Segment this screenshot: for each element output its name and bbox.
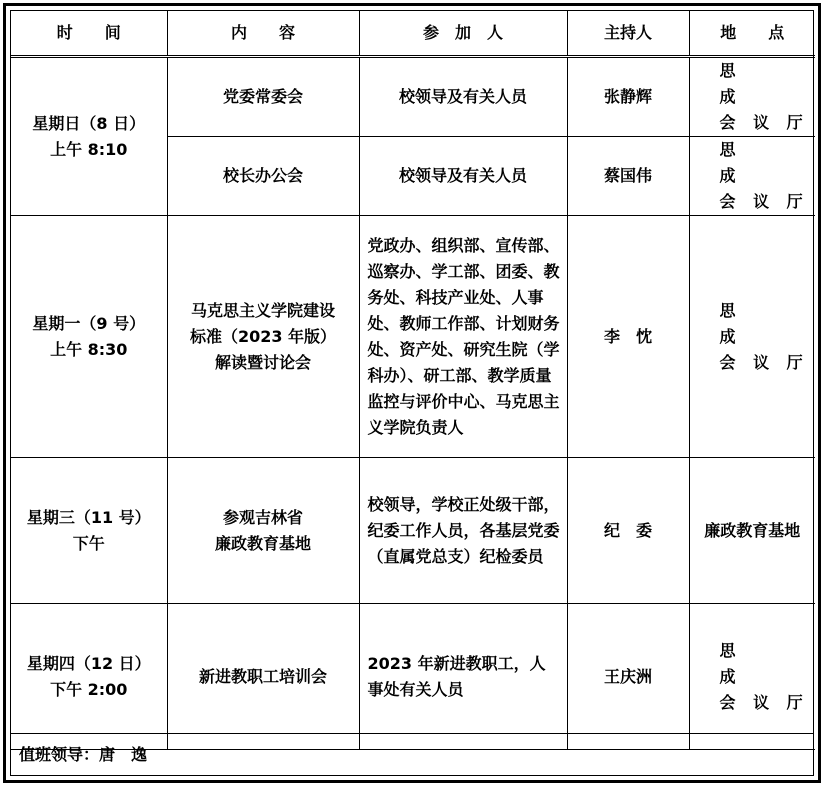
duty-leader: 值班领导：唐 逸 bbox=[11, 733, 813, 775]
content-line: 解读暨讨论会 bbox=[214, 352, 311, 372]
time-day: 星期三（11 号） bbox=[26, 507, 151, 527]
location-char-a: 思 bbox=[719, 640, 736, 660]
content-cell: 校长办公会 bbox=[167, 137, 359, 216]
participants-cell: 2023 年新进教职工，人事处有关人员 bbox=[359, 604, 567, 750]
time-cell bbox=[11, 458, 167, 604]
location-cell bbox=[689, 216, 815, 458]
time-hour: 上午 8:30 bbox=[50, 339, 128, 359]
content-line: 参观吉林省 bbox=[222, 507, 303, 527]
header-time: 时 间 bbox=[11, 11, 167, 57]
location-cell bbox=[689, 604, 815, 750]
time-day: 星期四（12 日） bbox=[26, 653, 151, 673]
content-cell: 新进教职工培训会 bbox=[167, 604, 359, 750]
location-cell bbox=[689, 137, 815, 216]
host-cell: 蔡国伟 bbox=[567, 137, 689, 216]
location-char-b: 成 bbox=[719, 166, 736, 185]
location-char-b: 成 bbox=[719, 87, 736, 106]
header-content: 内 容 bbox=[167, 11, 359, 57]
location-cell bbox=[689, 57, 815, 137]
table-row bbox=[11, 458, 815, 604]
time-cell bbox=[11, 57, 167, 216]
host-cell: 李 忱 bbox=[567, 216, 689, 458]
content-line: 标准（2023 年版） bbox=[189, 326, 337, 346]
location-char-a: 思 bbox=[719, 140, 736, 159]
location-char-b: 成 bbox=[719, 666, 736, 686]
location-line-2: 会 议 厅 bbox=[719, 352, 809, 372]
content-line: 马克思主义学院建设 bbox=[190, 300, 335, 320]
table-row bbox=[11, 216, 815, 458]
header-host: 主持人 bbox=[567, 11, 689, 57]
participants-cell: 校领导，学校正处级干部，纪委工作人员，各基层党委（直属党总支）纪检委员 bbox=[359, 458, 567, 604]
header-location: 地 点 bbox=[689, 11, 815, 57]
time-day: 星期一（9 号） bbox=[32, 313, 146, 333]
location-char-a: 思 bbox=[719, 300, 736, 320]
location-line-2: 会 议 厅 bbox=[719, 192, 809, 211]
participants-cell: 校领导及有关人员 bbox=[359, 137, 567, 216]
time-cell bbox=[11, 604, 167, 750]
content-cell: 党委常委会 bbox=[167, 57, 359, 137]
schedule-inner bbox=[10, 10, 814, 776]
location-line-2: 会 议 厅 bbox=[719, 113, 809, 132]
time-hour: 下午 2:00 bbox=[50, 679, 128, 699]
location-cell: 廉政教育基地 bbox=[689, 458, 815, 604]
host-cell: 纪 委 bbox=[567, 458, 689, 604]
header-row bbox=[11, 11, 815, 57]
schedule-table bbox=[11, 11, 815, 750]
participants-cell: 党政办、组织部、宣传部、巡察办、学工部、团委、教务处、科技产业处、人事处、教师工作部、计划财务处、资产处、研究生院（学科办）、研工部、教学质量监控与评价中心、马克思主义学院负责人 bbox=[359, 216, 567, 458]
header-participants: 参 加 人 bbox=[359, 11, 567, 57]
time-hour: 上午 8:10 bbox=[50, 139, 128, 159]
participants-cell: 校领导及有关人员 bbox=[359, 57, 567, 137]
host-cell: 王庆洲 bbox=[567, 604, 689, 750]
host-cell: 张静辉 bbox=[567, 57, 689, 137]
location-line-2: 会 议 厅 bbox=[719, 692, 809, 712]
location-char-b: 成 bbox=[719, 326, 736, 346]
time-day: 星期日（8 日） bbox=[32, 113, 146, 133]
schedule-frame bbox=[3, 3, 821, 783]
table-row bbox=[11, 604, 815, 750]
content-cell bbox=[167, 458, 359, 604]
content-cell bbox=[167, 216, 359, 458]
table-row bbox=[11, 57, 815, 137]
time-hour: 下午 bbox=[72, 533, 105, 553]
location-char-a: 思 bbox=[719, 61, 736, 80]
time-cell bbox=[11, 216, 167, 458]
content-line: 廉政教育基地 bbox=[214, 533, 311, 553]
